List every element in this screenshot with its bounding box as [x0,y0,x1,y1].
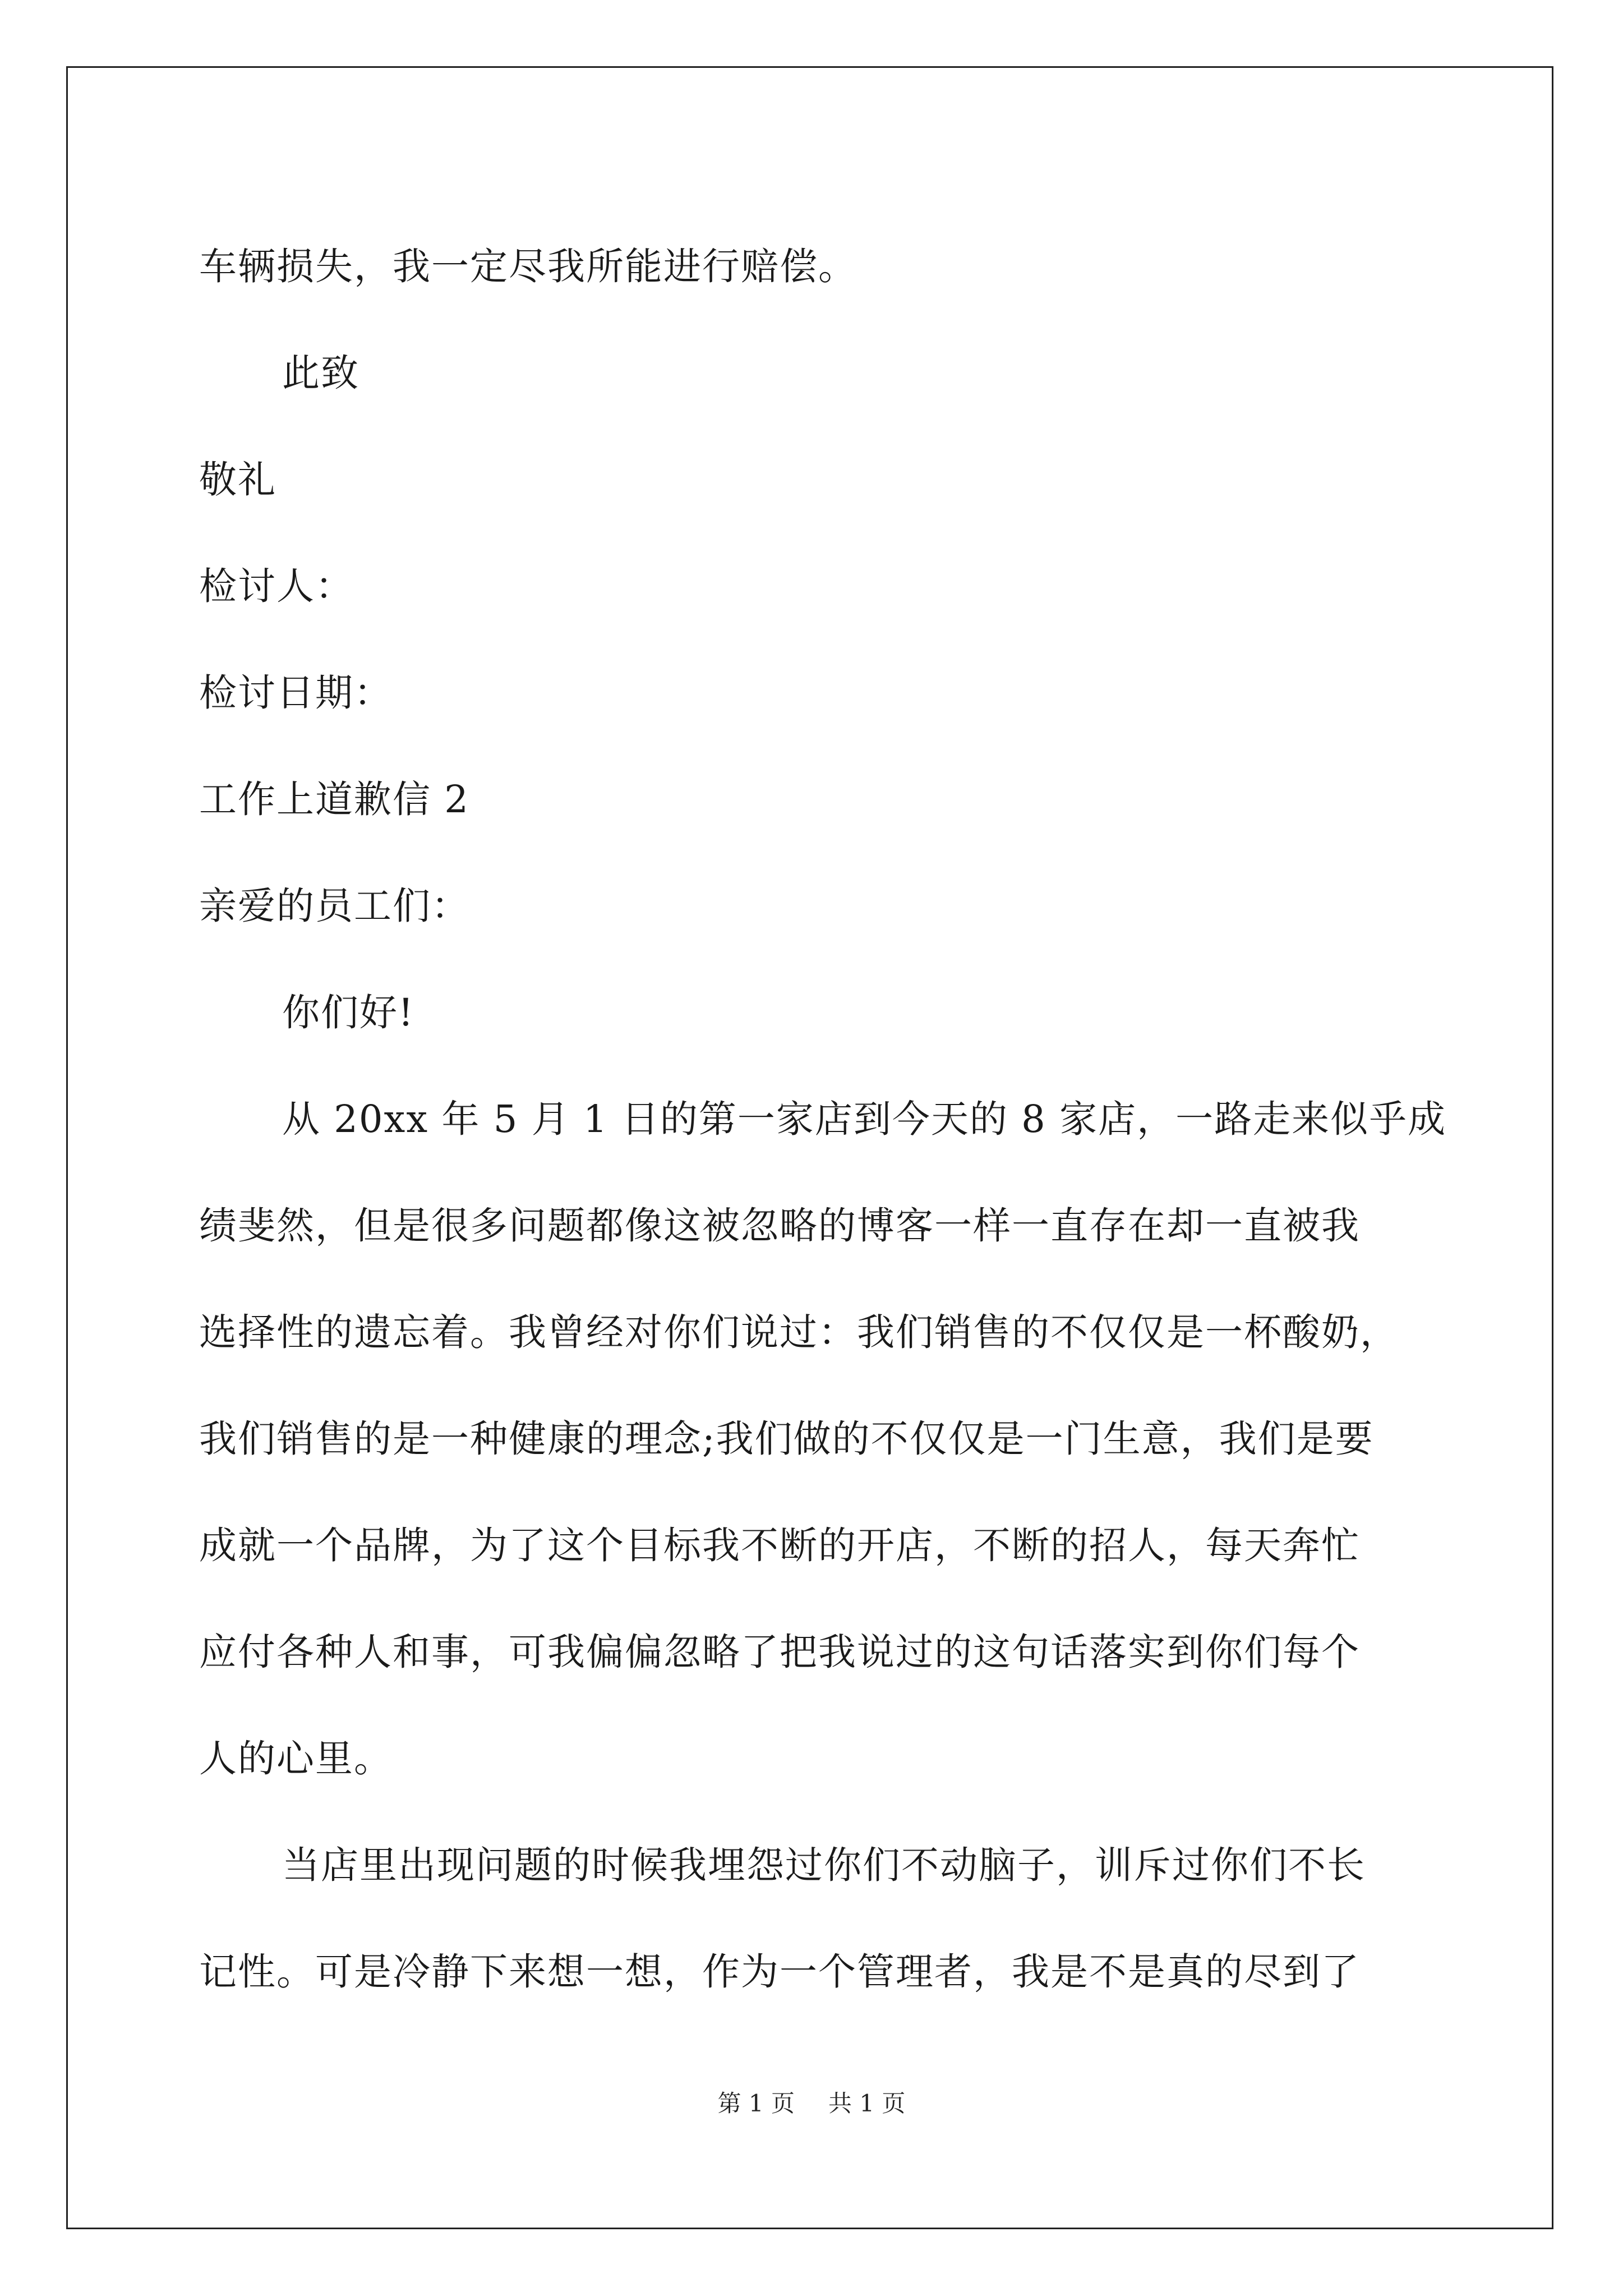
text-line: 我们销售的是一种健康的理念;我们做的不仅仅是一门生意，我们是要 [199,1417,1374,1461]
page-footer [0,2087,1623,2120]
text-line: 工作上道歉信 2 [199,777,469,821]
text-line: 检讨日期： [199,671,393,715]
page-number-total: 共 1 页 [828,2090,906,2117]
text-line: 检讨人： [199,564,354,608]
text-line: 当店里出现问题的时候我埋怨过你们不动脑子，训斥过你们不长 [282,1843,1366,1887]
text-line: 车辆损失，我一定尽我所能进行赔偿。 [199,245,857,288]
text-line: 从 20xx 年 5 月 1 日的第一家店到今天的 8 家店，一路走来似乎成 [282,1097,1447,1141]
page-number-current: 第 1 页 [717,2090,795,2117]
document-body [199,213,1447,2025]
text-line: 你们好! [282,991,414,1034]
text-line: 亲爱的员工们： [199,884,470,928]
text-line: 绩斐然，但是很多问题都像这被忽略的博客一样一直存在却一直被我 [199,1204,1360,1248]
text-line: 此致 [282,351,359,395]
text-line: 成就一个品牌，为了这个目标我不断的开店，不断的招人，每天奔忙 [199,1524,1360,1567]
text-line: 敬礼 [199,458,276,501]
text-line: 人的心里。 [199,1737,393,1780]
text-line: 应付各种人和事，可我偏偏忽略了把我说过的这句话落实到你们每个 [199,1630,1360,1674]
text-line: 记性。可是冷静下来想一想，作为一个管理者，我是不是真的尽到了 [199,1950,1360,1994]
text-line: 选择性的遗忘着。我曾经对你们说过：我们销售的不仅仅是一杯酸奶， [199,1310,1399,1354]
